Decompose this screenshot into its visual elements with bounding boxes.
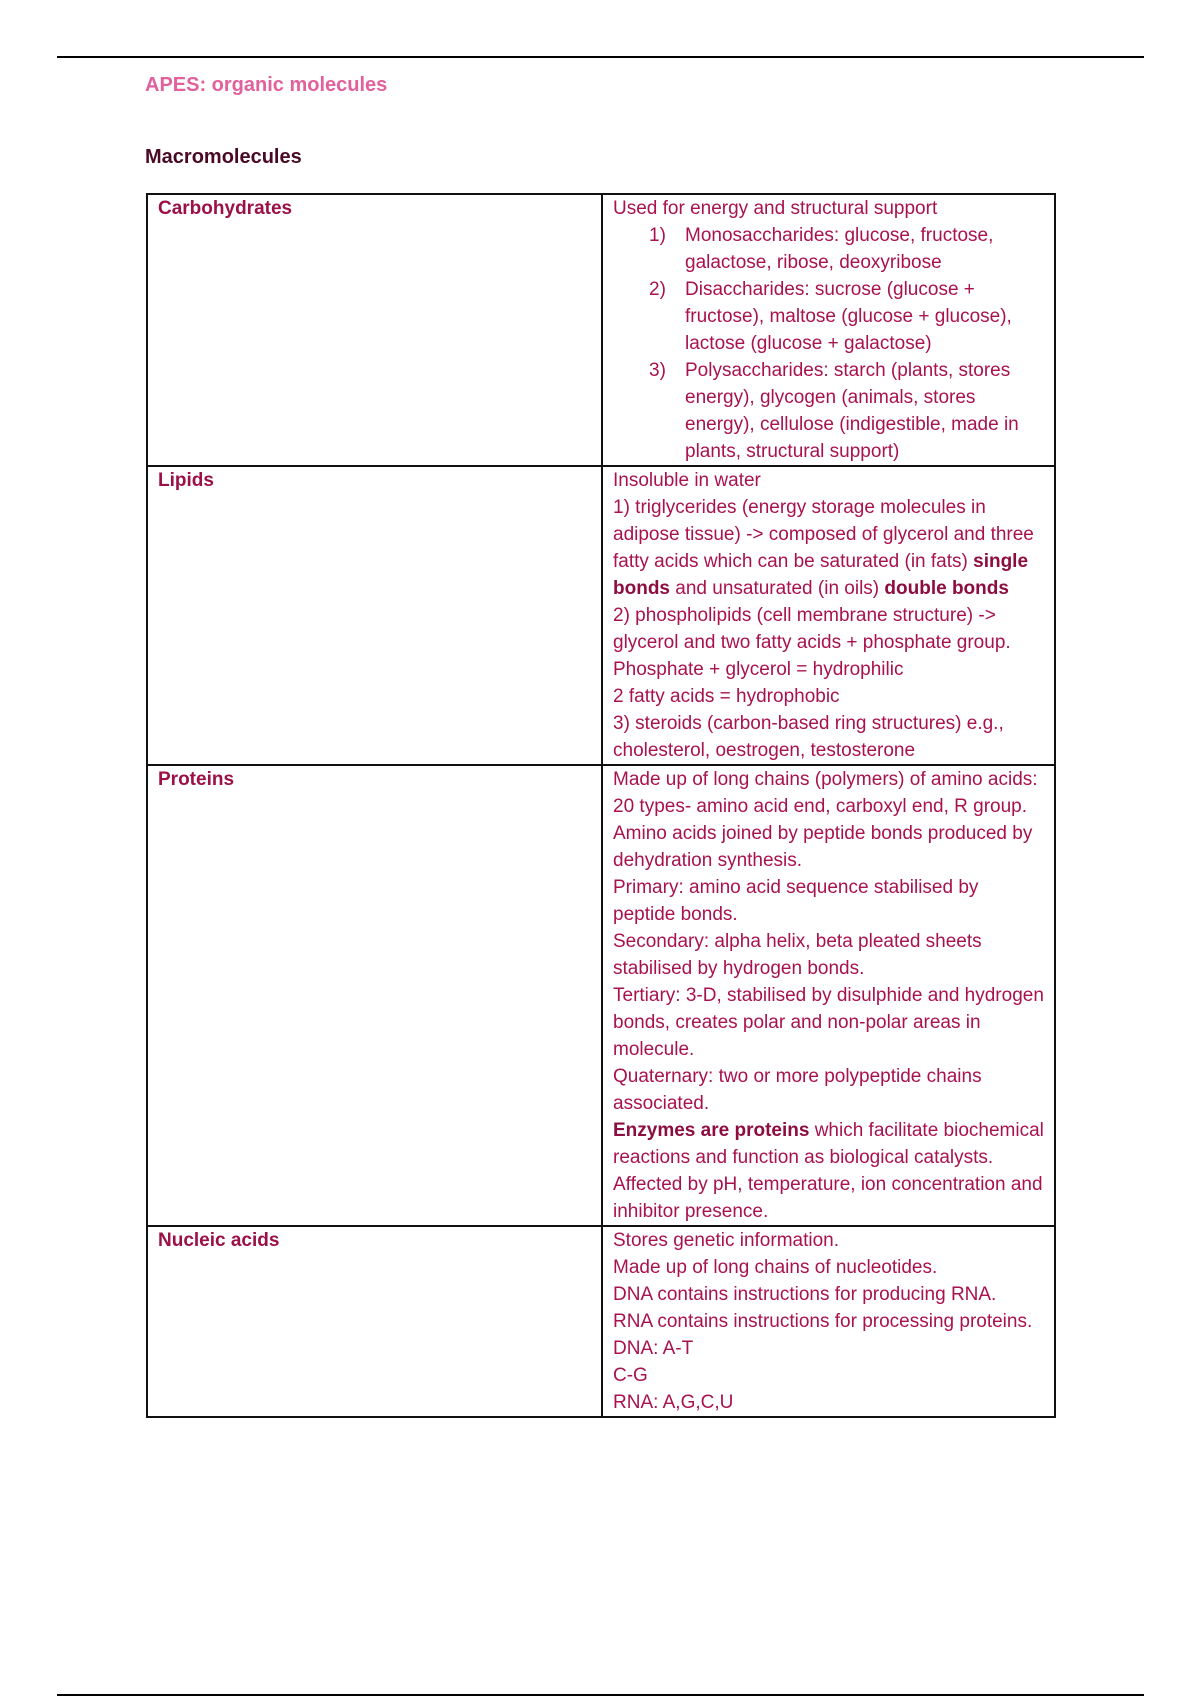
lipids-steroids: 3) steroids (carbon-based ring structures) e.g., cholesterol, oestrogen, testosterone: [613, 713, 1004, 761]
list-item: Stores genetic information.: [613, 1230, 840, 1251]
list-item: [649, 222, 1044, 276]
list-item: DNA contains instructions for producing RNA.: [613, 1284, 997, 1305]
proteins-tertiary: Tertiary: 3-D, stabilised by disulphide and hydrogen bonds, creates polar and non-polar areas in molecule.: [613, 985, 1044, 1060]
top-rule: [57, 56, 1144, 58]
macromolecules-table: [146, 193, 1056, 1418]
proteins-quaternary: Quaternary: two or more polypeptide chains associated.: [613, 1066, 982, 1114]
proteins-joined: Amino acids joined by peptide bonds produced by dehydration synthesis.: [613, 823, 1033, 871]
list-item-text: Monosaccharides: glucose, fructose, galactose, ribose, deoxyribose: [685, 225, 994, 273]
table-row: [147, 466, 1055, 765]
row-name-nucleic-acids: Nucleic acids: [147, 1226, 602, 1417]
table-row: [147, 194, 1055, 466]
list-item: Made up of long chains of nucleotides.: [613, 1257, 938, 1278]
list-item: RNA contains instructions for processing proteins.: [613, 1311, 1033, 1332]
list-item: [649, 357, 1044, 465]
table-row: [147, 1226, 1055, 1417]
lipids-hydrophobic: 2 fatty acids = hydrophobic: [613, 686, 840, 707]
double-bonds-emphasis: double bonds: [884, 578, 1009, 599]
row-name-carbohydrates: Carbohydrates: [147, 194, 602, 466]
row-description-carbohydrates: [602, 194, 1055, 466]
carbohydrates-intro: Used for energy and structural support: [613, 198, 938, 219]
list-item: RNA: A,G,C,U: [613, 1392, 734, 1413]
row-name-proteins: Proteins: [147, 765, 602, 1226]
list-item: [649, 276, 1044, 357]
proteins-enzymes: Enzymes are proteins which facilitate biochemical reactions and function as biological catalysts. Affected by pH, temperature, ion concentration and inhibitor presence.: [613, 1120, 1044, 1222]
section-heading: Macromolecules: [145, 146, 302, 168]
lipids-triglycerides: 1) triglycerides (energy storage molecules in adipose tissue) -> composed of glycerol and three fatty acids which can be saturated (in fats) single bonds and unsaturated (in oils) double bonds: [613, 497, 1034, 599]
lipids-phospholipids: 2) phospholipids (cell membrane structure) -> glycerol and two fatty acids + phosphate group.: [613, 605, 1011, 653]
proteins-made-up: Made up of long chains (polymers) of amino acids: 20 types- amino acid end, carboxyl end, R group.: [613, 769, 1038, 817]
list-item-number: 2): [649, 279, 666, 300]
list-item-number: 3): [649, 360, 666, 381]
row-description-nucleic-acids: [602, 1226, 1055, 1417]
enzymes-emphasis: Enzymes are proteins: [613, 1120, 810, 1141]
document-title: APES: organic molecules: [145, 74, 388, 96]
bottom-rule: [57, 1694, 1144, 1696]
list-item-number: 1): [649, 225, 666, 246]
table-row: [147, 765, 1055, 1226]
lipids-insoluble: Insoluble in water: [613, 470, 761, 491]
row-description-proteins: [602, 765, 1055, 1226]
proteins-secondary: Secondary: alpha helix, beta pleated sheets stabilised by hydrogen bonds.: [613, 931, 982, 979]
list-item-text: Disaccharides: sucrose (glucose + fructose), maltose (glucose + glucose), lactose (glucose + galactose): [685, 279, 1012, 354]
list-item-text: Polysaccharides: starch (plants, stores energy), glycogen (animals, stores energy), cellulose (indigestible, made in plants, structural support): [685, 360, 1019, 462]
single-bonds-emphasis: single bonds: [613, 551, 1029, 599]
row-name-lipids: Lipids: [147, 466, 602, 765]
carbohydrates-list: [613, 222, 1044, 465]
list-item: C-G: [613, 1365, 648, 1386]
proteins-primary: Primary: amino acid sequence stabilised by peptide bonds.: [613, 877, 979, 925]
row-description-lipids: [602, 466, 1055, 765]
lipids-hydrophilic: Phosphate + glycerol = hydrophilic: [613, 659, 904, 680]
list-item: DNA: A-T: [613, 1338, 694, 1359]
